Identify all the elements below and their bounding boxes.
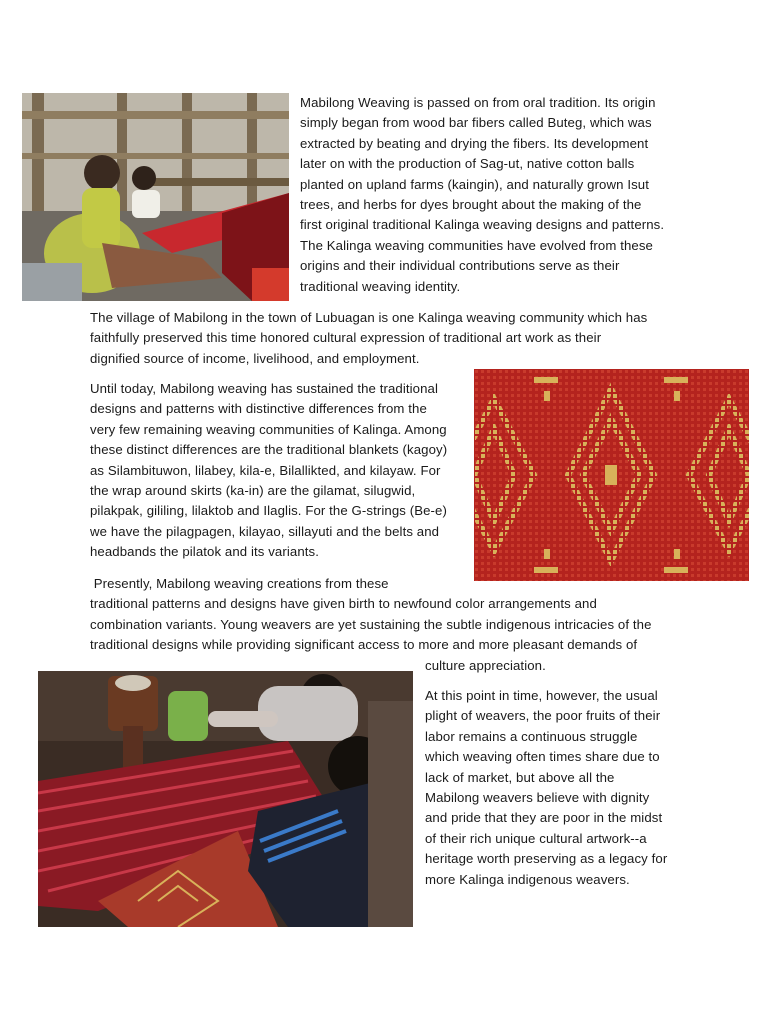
text-line: At this point in time, however, the usual — [425, 688, 658, 703]
text-line: headbands the pilatok and its variants. — [90, 544, 319, 560]
paragraph-presently — [90, 574, 710, 656]
text-line: we have the pilagpagen, kilayao, sillayuti and the belts and — [90, 523, 440, 539]
text-line: Until today, Mabilong weaving has sustained the traditional — [90, 381, 439, 396]
text-line: traditional patterns and designs have given birth to newfound color arrangements and — [90, 596, 597, 612]
text-line: designs and patterns with distinctive differences from the — [90, 401, 427, 417]
text-line: culture appreciation. — [425, 658, 546, 673]
text-line: heritage worth preserving as a legacy for — [425, 851, 668, 867]
text-line: Mabilong weavers believe with dignity — [425, 790, 650, 806]
paragraph-origin — [300, 93, 720, 297]
text-line: origins and their individual contributions serve as their — [300, 258, 620, 274]
text-line: faithfully preserved this time honored cultural expression of traditional art work as their — [90, 330, 602, 346]
weavers-at-loom-photo — [38, 671, 413, 927]
text-line: traditional weaving identity. — [300, 278, 461, 294]
text-line: of their rich unique cultural artwork--a — [425, 830, 647, 846]
text-line: which weaving often times share due to — [425, 749, 660, 765]
text-line: and pride that they are poor in the midst — [425, 810, 663, 826]
text-line: simply began from wood bar fibers called Buteg, which was — [300, 115, 652, 131]
text-line: the wrap around skirts (ka-in) are the gilamat, silugwid, — [90, 483, 416, 499]
text-line: labor remains a continuous struggle — [425, 728, 638, 744]
text-line: these distinct differences are the traditional blankets (kagoy) — [90, 442, 448, 458]
text-line: planted on upland farms (kaingin), and naturally grown Isut — [300, 176, 649, 192]
text-line: trees, and herbs for dyes brought about the making of the — [300, 197, 642, 213]
text-line: dignified source of income, livelihood, and employment. — [90, 350, 420, 366]
text-line: later on with the production of Sag-ut, native cotton balls — [300, 156, 635, 172]
paragraph-plight — [425, 686, 745, 890]
text-line: Mabilong Weaving is passed on from oral tradition. Its origin — [300, 95, 656, 110]
text-line: The village of Mabilong in the town of Lubuagan is one Kalinga weaving community which has — [90, 310, 648, 325]
text-line: combination variants. Young weavers are yet sustaining the subtle indigenous intricacies of the — [90, 616, 652, 632]
paragraph-village — [90, 308, 710, 369]
weaver-with-child-photo — [22, 93, 289, 301]
text-line: pilakpak, gililing, lilaktob and Ilaglis. For the G-strings (Be-e) — [90, 503, 447, 519]
text-line: The Kalinga weaving communities have evolved from these — [300, 237, 653, 253]
text-line: Presently, Mabilong weaving creations from these — [90, 576, 389, 591]
text-line: first original traditional Kalinga weaving designs and patterns. — [300, 217, 665, 233]
paragraph-designs — [90, 379, 470, 563]
text-line: plight of weavers, the poor fruits of their — [425, 708, 661, 724]
paragraph-presently-end — [425, 656, 725, 676]
text-line: extracted by beating and drying the fibers. Its development — [300, 135, 649, 151]
woven-pattern-photo — [474, 369, 749, 581]
text-line: lack of market, but above all the — [425, 769, 615, 785]
text-line: very few remaining weaving communities of Kalinga. Among — [90, 421, 447, 437]
text-line: more Kalinga indigenous weavers. — [425, 871, 630, 887]
text-line: traditional designs while providing significant access to more and more pleasant demands of — [90, 637, 638, 653]
text-line: as Silambituwon, lilabey, kila-e, Bilallikted, and kilayaw. For — [90, 462, 441, 478]
